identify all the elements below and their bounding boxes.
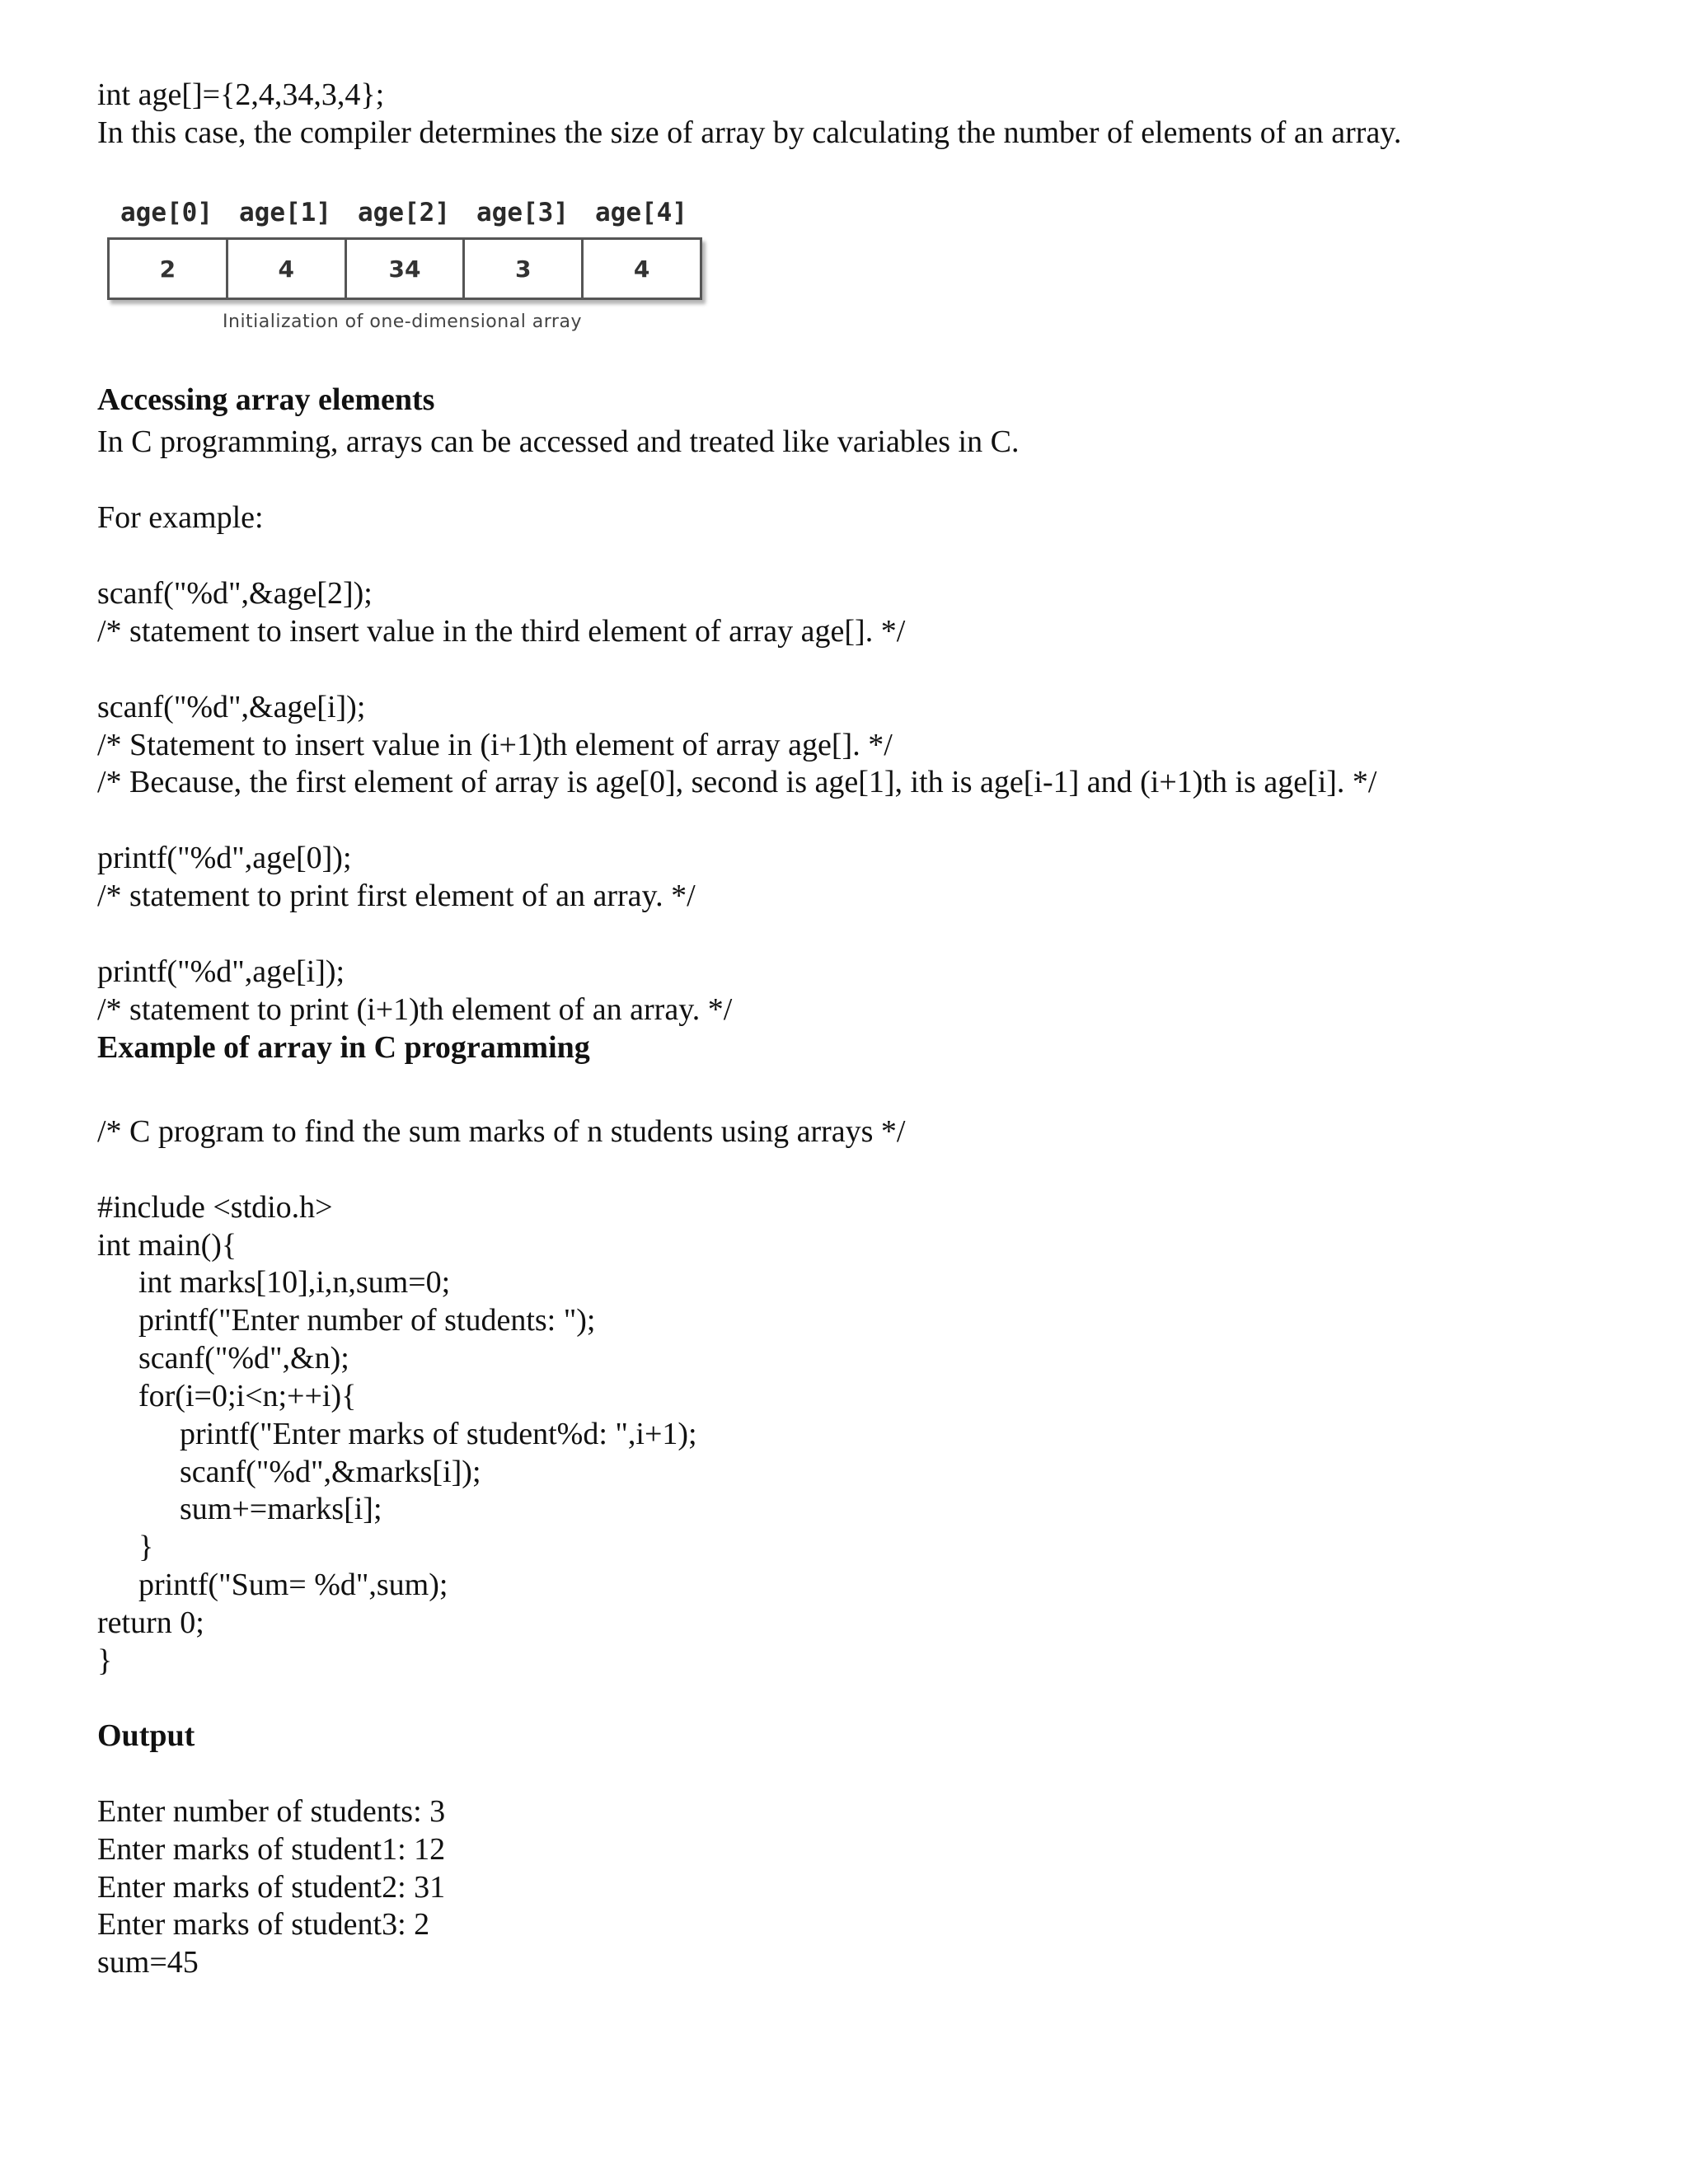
- intro-paragraph: In this case, the compiler determines the size of array by calculating the number of elements of an array.: [97, 115, 1402, 150]
- array-cell: 34: [347, 240, 466, 298]
- code-line: printf("Enter number of students: ");: [138, 1303, 596, 1338]
- array-cells: [107, 237, 702, 300]
- section-heading-example: Example of array in C programming: [97, 1030, 590, 1065]
- array-cell: 4: [228, 240, 347, 298]
- index-label: age[4]: [595, 198, 687, 227]
- index-label: age[1]: [239, 198, 331, 227]
- array-cell: 4: [633, 255, 650, 283]
- code-line: for(i=0;i<n;++i){: [138, 1379, 357, 1413]
- array-cell: 2: [110, 240, 228, 298]
- output-line: Enter marks of student2: 31: [97, 1870, 446, 1905]
- index-label: age[2]: [358, 198, 450, 227]
- for-example-label: For example:: [97, 500, 264, 535]
- code-comment: /* statement to insert value in the third element of array age[]. */: [97, 614, 906, 649]
- code-comment: /* Because, the first element of array is age[0], second is age[1], ith is age[i-1] and (i+1)th is age[i]. */: [97, 765, 1377, 799]
- code-line: printf("Sum= %d",sum);: [138, 1568, 448, 1602]
- accessing-paragraph: In C programming, arrays can be accessed and treated like variables in C.: [97, 424, 1020, 459]
- section-heading-accessing: Accessing array elements: [97, 382, 435, 417]
- code-line: int main(){: [97, 1228, 237, 1263]
- index-label: age[0]: [120, 198, 213, 227]
- output-line: Enter number of students: 3: [97, 1794, 446, 1829]
- section-heading-output: Output: [97, 1718, 195, 1753]
- code-line: }: [138, 1530, 154, 1564]
- array-index-labels: [107, 198, 701, 227]
- code-line: int marks[10],i,n,sum=0;: [138, 1265, 451, 1300]
- output-line: Enter marks of student3: 2: [97, 1907, 430, 1942]
- output-line: Enter marks of student1: 12: [97, 1832, 446, 1867]
- index-label: age[3]: [476, 198, 569, 227]
- diagram-caption: Initialization of one-dimensional array: [223, 312, 582, 332]
- code-comment: /* statement to print first element of an array. */: [97, 879, 696, 913]
- code-line: printf("Enter marks of student%d: ",i+1);: [180, 1417, 697, 1451]
- code-line: printf("%d",age[i]);: [97, 954, 345, 989]
- code-line: scanf("%d",&age[2]);: [97, 576, 373, 611]
- code-comment: /* Statement to insert value in (i+1)th element of array age[]. */: [97, 728, 893, 762]
- code-line: }: [97, 1643, 113, 1678]
- code-line: scanf("%d",&age[i]);: [97, 690, 366, 724]
- code-line: #include <stdio.h>: [97, 1190, 333, 1225]
- output-line: sum=45: [97, 1945, 199, 1980]
- code-line: printf("%d",age[0]);: [97, 841, 352, 875]
- program-comment: /* C program to find the sum marks of n students using arrays */: [97, 1114, 906, 1149]
- code-line: scanf("%d",&marks[i]);: [180, 1455, 481, 1489]
- code-line: sum+=marks[i];: [180, 1492, 382, 1526]
- array-diagram: [97, 190, 707, 346]
- array-declaration: int age[]={2,4,34,3,4};: [97, 77, 385, 112]
- code-line: scanf("%d",&n);: [138, 1341, 349, 1376]
- code-comment: /* statement to print (i+1)th element of an array. */: [97, 992, 733, 1027]
- array-cell: 3: [465, 240, 584, 298]
- code-line: return 0;: [97, 1605, 204, 1640]
